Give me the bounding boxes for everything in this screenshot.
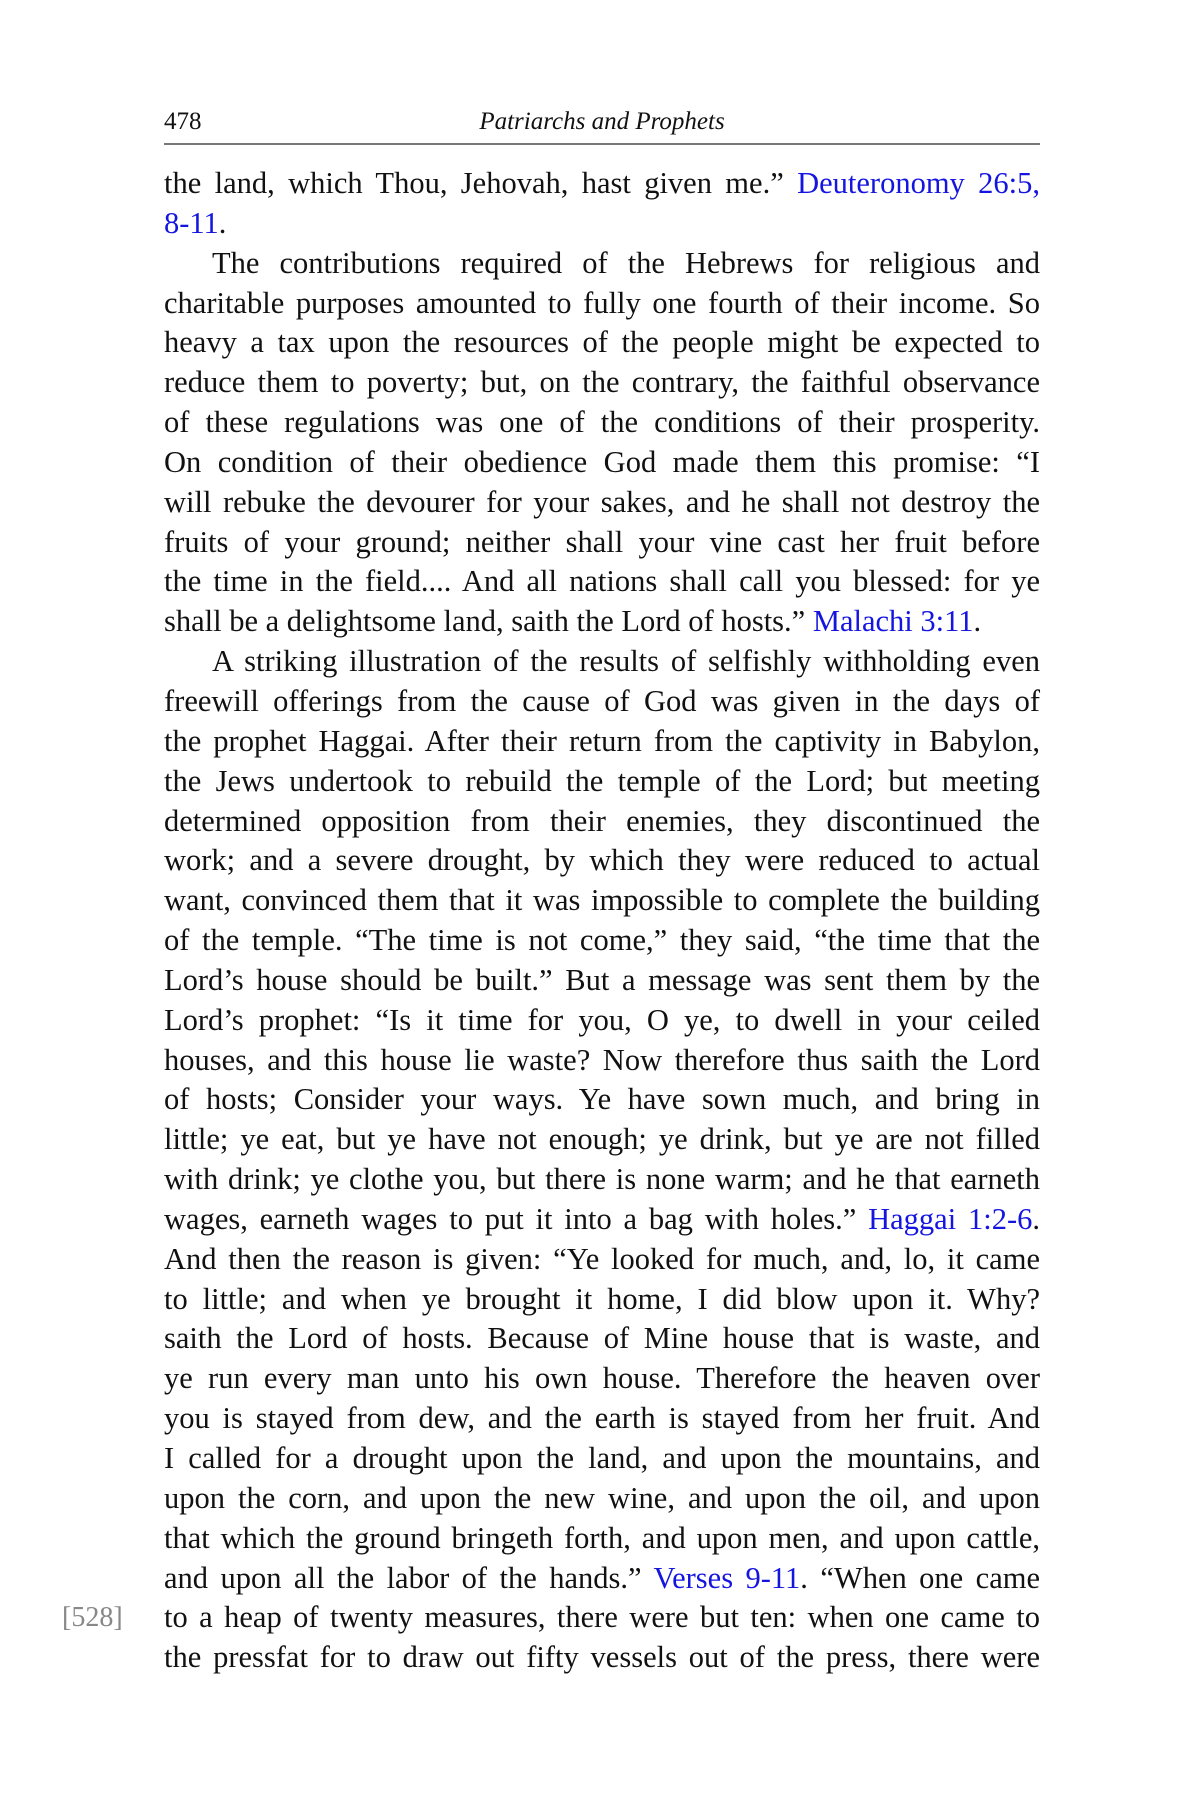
text-line bbox=[164, 363, 1040, 403]
text-segment: you is stayed from dew, and the earth is stayed from her fruit. And bbox=[164, 1401, 1040, 1436]
text-segment: heavy a tax upon the resources of the people might be expected to bbox=[164, 325, 1040, 360]
text-line bbox=[164, 841, 1040, 881]
header-rule bbox=[164, 143, 1040, 145]
text-segment: saith the Lord of hosts. Because of Mine house that is waste, and bbox=[164, 1321, 1040, 1356]
text-line bbox=[164, 722, 1040, 762]
scripture-reference-link[interactable]: Deuteronomy 26:5, bbox=[797, 166, 1040, 200]
text-line bbox=[164, 523, 1040, 563]
text-segment: Lord’s prophet: “Is it time for you, O ye, to dwell in your ceiled bbox=[164, 1002, 1040, 1037]
text-line bbox=[164, 1519, 1040, 1559]
text-line bbox=[164, 1359, 1040, 1399]
text-line bbox=[164, 1598, 1040, 1638]
text-segment: freewill offerings from the cause of God was given in the days of bbox=[164, 683, 1040, 718]
paragraph bbox=[164, 164, 1040, 244]
text-line bbox=[164, 1001, 1040, 1041]
page-body bbox=[164, 164, 1040, 1678]
text-line bbox=[164, 1638, 1040, 1678]
text-line bbox=[164, 284, 1040, 324]
text-line bbox=[164, 762, 1040, 802]
text-line bbox=[164, 1240, 1040, 1280]
text-segment: to a heap of twenty measures, there were but ten: when one came to bbox=[164, 1600, 1040, 1635]
text-segment: . “When one came bbox=[800, 1560, 1040, 1595]
page-number: 478 bbox=[164, 108, 202, 135]
text-segment: . bbox=[218, 205, 227, 240]
text-line bbox=[164, 1041, 1040, 1081]
text-segment: to little; and when ye brought it home, I did blow upon it. Why? bbox=[164, 1281, 1040, 1316]
text-line bbox=[164, 1479, 1040, 1519]
text-line bbox=[164, 802, 1040, 842]
text-segment: the pressfat for to draw out fifty vessels out of the press, there were bbox=[164, 1640, 1040, 1675]
paragraph bbox=[164, 642, 1040, 1678]
text-segment: houses, and this house lie waste? Now therefore thus saith the Lord bbox=[164, 1042, 1040, 1077]
text-line bbox=[164, 562, 1040, 602]
text-segment: work; and a severe drought, by which they were reduced to actual bbox=[164, 843, 1040, 878]
text-line bbox=[164, 443, 1040, 483]
text-segment: I called for a drought upon the land, and upon the mountains, and bbox=[164, 1441, 1040, 1475]
text-line bbox=[164, 1200, 1040, 1240]
text-segment: of these regulations was one of the conditions of their prosperity. bbox=[164, 405, 1040, 440]
text-line bbox=[164, 1319, 1040, 1359]
text-segment: of the temple. “The time is not come,” they said, “the time that the bbox=[164, 923, 1040, 958]
text-segment: On condition of their obedience God made them this promise: “I bbox=[164, 444, 1040, 479]
text-segment: shall be a delightsome land, saith the Lord of hosts.” bbox=[164, 604, 813, 639]
text-line bbox=[164, 1280, 1040, 1320]
text-line bbox=[164, 204, 1040, 244]
text-line bbox=[164, 881, 1040, 921]
text-segment: Lord’s house should be built.” But a message was sent them by the bbox=[164, 962, 1040, 997]
book-title: Patriarchs and Prophets bbox=[479, 108, 725, 135]
text-line bbox=[164, 244, 1040, 284]
text-line bbox=[164, 164, 1040, 204]
scripture-reference-link[interactable]: Verses 9-11 bbox=[653, 1560, 801, 1595]
text-segment: that which the ground bringeth forth, and upon men, and upon cattle, bbox=[164, 1520, 1040, 1555]
text-segment: charitable purposes amounted to fully one fourth of their income. So bbox=[164, 285, 1040, 320]
running-header bbox=[164, 104, 1040, 144]
text-segment: of hosts; Consider your ways. Ye have sown much, and bring in bbox=[164, 1082, 1040, 1117]
text-segment: reduce them to poverty; but, on the contrary, the faithful observance bbox=[164, 365, 1040, 400]
text-line bbox=[164, 1080, 1040, 1120]
text-segment: determined opposition from their enemies, they discontinued the bbox=[164, 803, 1040, 838]
text-line bbox=[164, 403, 1040, 443]
scripture-reference-link[interactable]: 8-11 bbox=[164, 205, 219, 240]
text-segment: little; ye eat, but ye have not enough; ye drink, but ye are not filled bbox=[164, 1122, 1040, 1157]
text-segment: A striking illustration of the results of selfishly withholding even bbox=[212, 644, 1040, 679]
text-line bbox=[164, 642, 1040, 682]
paragraph bbox=[164, 244, 1040, 642]
text-segment: The contributions required of the Hebrews for religious and bbox=[212, 245, 1040, 280]
text-segment: . bbox=[1032, 1201, 1040, 1236]
text-line bbox=[164, 483, 1040, 523]
text-segment: fruits of your ground; neither shall your vine cast her fruit before bbox=[164, 524, 1040, 559]
text-segment: upon the corn, and upon the new wine, and upon the oil, and upon bbox=[164, 1480, 1040, 1515]
text-line bbox=[164, 1160, 1040, 1200]
text-segment: ye run every man unto his own house. Therefore the heaven over bbox=[164, 1361, 1040, 1396]
text-line bbox=[164, 1120, 1040, 1160]
text-line bbox=[164, 1399, 1040, 1439]
margin-page-reference: [528] bbox=[62, 1602, 123, 1633]
text-line bbox=[164, 323, 1040, 363]
text-segment: the land, which Thou, Jehovah, hast given me.” bbox=[164, 166, 798, 200]
text-line bbox=[164, 961, 1040, 1001]
text-segment: wages, earneth wages to put it into a bag with holes.” bbox=[164, 1201, 869, 1236]
text-segment: the Jews undertook to rebuild the temple of the Lord; but meeting bbox=[164, 763, 1040, 798]
text-segment: want, convinced them that it was impossible to complete the building bbox=[164, 883, 1040, 918]
text-segment: the prophet Haggai. After their return from the captivity in Babylon, bbox=[164, 723, 1040, 758]
text-line bbox=[164, 1439, 1040, 1479]
text-line bbox=[164, 921, 1040, 961]
text-segment: will rebuke the devourer for your sakes, and he shall not destroy the bbox=[164, 484, 1040, 519]
text-line bbox=[164, 602, 1040, 642]
text-line bbox=[164, 682, 1040, 722]
text-segment: . bbox=[973, 604, 982, 639]
scripture-reference-link[interactable]: Malachi 3:11 bbox=[812, 604, 974, 639]
text-segment: And then the reason is given: “Ye looked for much, and, lo, it came bbox=[164, 1241, 1040, 1276]
text-segment: and upon all the labor of the hands.” bbox=[164, 1560, 654, 1595]
text-line bbox=[164, 1559, 1040, 1599]
text-segment: with drink; ye clothe you, but there is none warm; and he that earneth bbox=[164, 1162, 1040, 1197]
text-segment: the time in the field.... And all nations shall call you blessed: for ye bbox=[164, 564, 1040, 599]
scripture-reference-link[interactable]: Haggai 1:2-6 bbox=[868, 1201, 1033, 1236]
